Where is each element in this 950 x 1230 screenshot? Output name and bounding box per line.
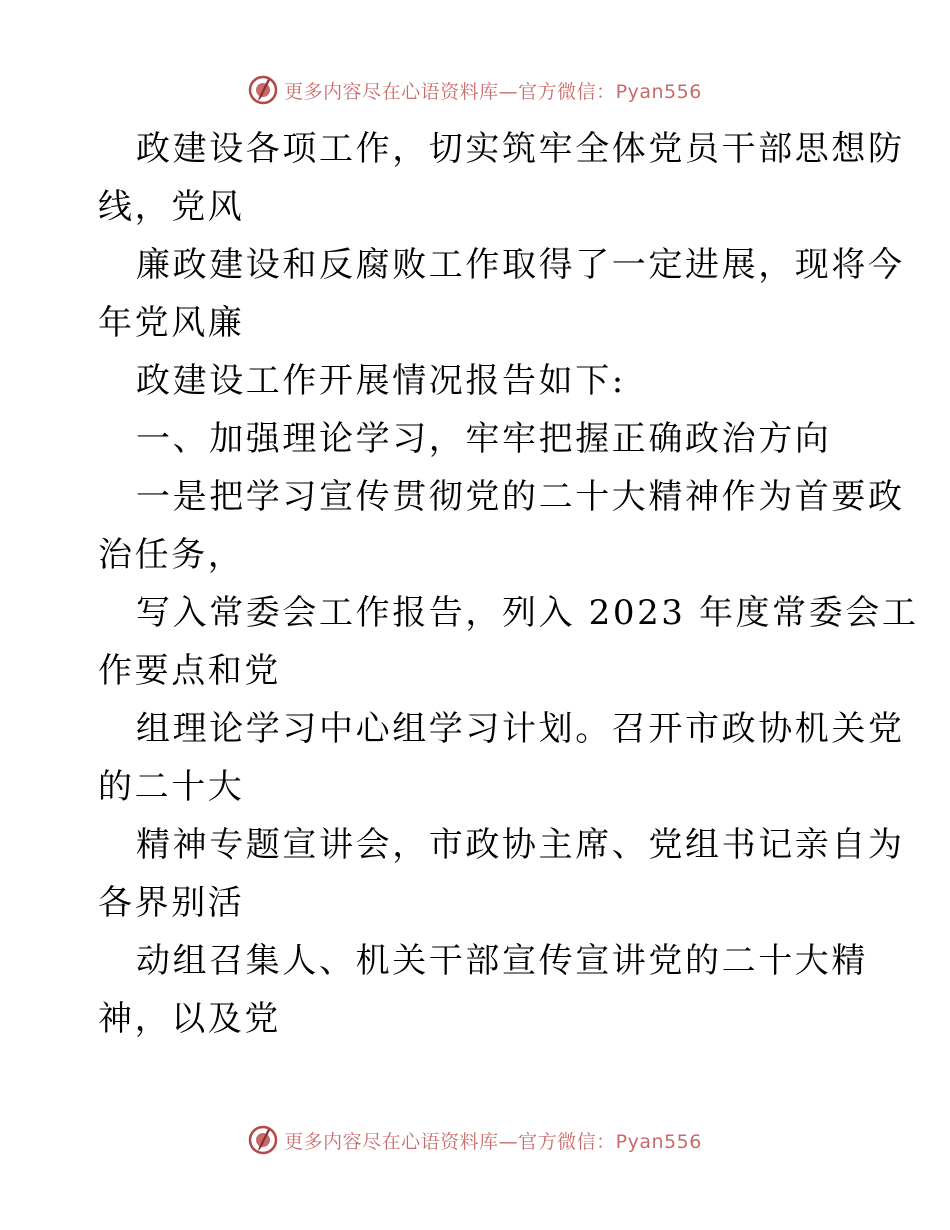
body-line: 一是把学习宣传贯彻党的二十大精神作为首要政 (136, 477, 905, 517)
footer-banner-text: 更多内容尽在心语资料库—官方微信：Pyan556 (284, 1130, 702, 1153)
header-banner (0, 70, 950, 110)
body-line: 精神专题宣讲会，市政协主席、党组书记亲自为 (136, 825, 905, 865)
pen-logo-icon (248, 75, 278, 105)
section-heading: 一、加强理论学习，牢牢把握正确政治方向 (136, 419, 832, 459)
body-line: 写入常委会工作报告，列入 2023 年度常委会工 (136, 593, 919, 633)
body-line: 线，党风 (98, 187, 245, 227)
body-line: 神，以及党 (98, 999, 281, 1039)
pen-logo-icon (248, 1125, 278, 1155)
body-line: 廉政建设和反腐败工作取得了一定进展，现将今 (136, 245, 905, 285)
body-line: 组理论学习中心组学习计划。召开市政协机关党 (136, 709, 905, 749)
header-banner-text: 更多内容尽在心语资料库—官方微信：Pyan556 (284, 80, 702, 103)
header-banner-content (248, 75, 702, 105)
body-line: 动组召集人、机关干部宣传宣讲党的二十大精 (136, 941, 868, 981)
footer-banner (0, 1120, 950, 1160)
footer-banner-content (248, 1125, 702, 1155)
body-line: 治任务， (98, 535, 245, 575)
body-line: 各界别活 (98, 883, 245, 923)
body-line: 年党风廉 (98, 303, 245, 343)
body-line: 政建设各项工作，切实筑牢全体党员干部思想防 (136, 129, 905, 169)
body-line: 政建设工作开展情况报告如下: (136, 361, 626, 401)
body-line: 作要点和党 (98, 651, 281, 691)
document-body (98, 120, 919, 1048)
body-line: 的二十大 (98, 767, 245, 807)
